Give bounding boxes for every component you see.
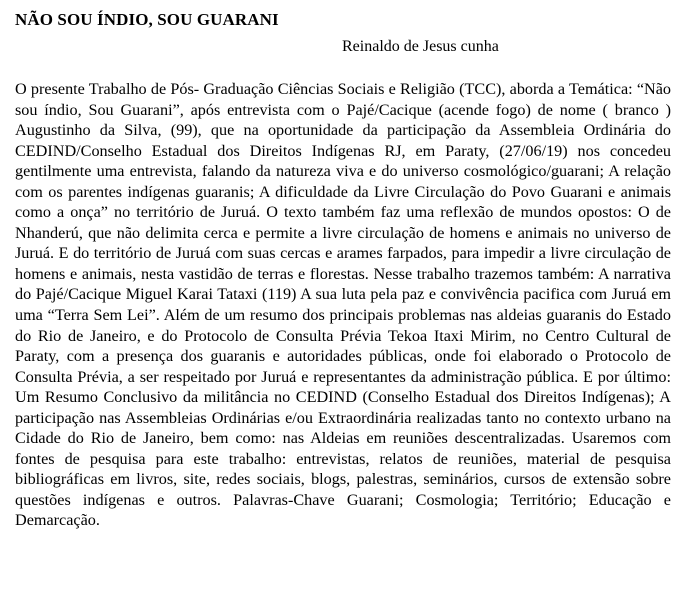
author-name: Reinaldo de Jesus cunha (342, 38, 499, 55)
document-title: NÃO SOU ÍNDIO, SOU GUARANI (15, 10, 279, 29)
abstract-paragraph: O presente Trabalho de Pós- Graduação Ciências Sociais e Religião (TCC), aborda a Temática: “Não sou índio, Sou Guarani”, após entrevista com o Pajé/Cacique (acende fogo) de nome ( branco ) Augustinho da Silva, (99), que na oportunidade da participação da Assembleia Ordinária do CEDIND/Conselho Estadual dos Direitos Indígenas RJ, em Paraty, (27/06/19) nos concedeu gentilmente uma entrevista, falando da natureza viva e do universo cosmológico/guarani; A relação com os parentes indígenas guaranis; A dificuldade da Livre Circulação do Povo Guarani e animais como a onça” no território de Juruá. O texto também faz uma reflexão de mundos opostos: O de Nhanderú, que não delimita cerca e permite a livre circulação de homens e animais no universo de Juruá. E do território de Juruá com suas cercas e arames farpados, para impedir a livre circulação de homens e animais, nesta vastidão de terras e florestas. Nesse trabalho trazemos também: A narrativa do Pajé/Cacique Miguel Karai Tataxi (119) A sua luta pela paz e convivência pacifica com Juruá em uma “Terra Sem Lei”. Além de um resumo dos principais problemas nas aldeias guaranis do Estado do Rio de Janeiro, e do Protocolo de Consulta Prévia Tekoa Itaxi Mirim, no Centro Cultural de Paraty, com a presença dos guaranis e autoridades públicas, onde foi elaborado o Protocolo de Consulta Prévia, a ser respeitado por Juruá e representantes da administração pública. E por último: Um Resumo Conclusivo da militância no CEDIND (Conselho Estadual dos Direitos Indígenas); A participação nas Assembleias Ordinárias e/ou Extraordinária realizadas tanto no contexto urbano na Cidade do Rio de Janeiro, bem como: nas Aldeias em reuniões descentralizadas. Usaremos com fontes de pesquisa para este trabalho: entrevistas, relatos de reuniões, material de pesquisa bibliográficas em livros, site, redes sociais, blogs, palestras, seminários, cursos de extensão sobre questões indígenas e outros. Palavras-Chave Guarani; Cosmologia; Território; Educação e Demarcação. (15, 80, 671, 530)
document-page (15, 10, 671, 531)
